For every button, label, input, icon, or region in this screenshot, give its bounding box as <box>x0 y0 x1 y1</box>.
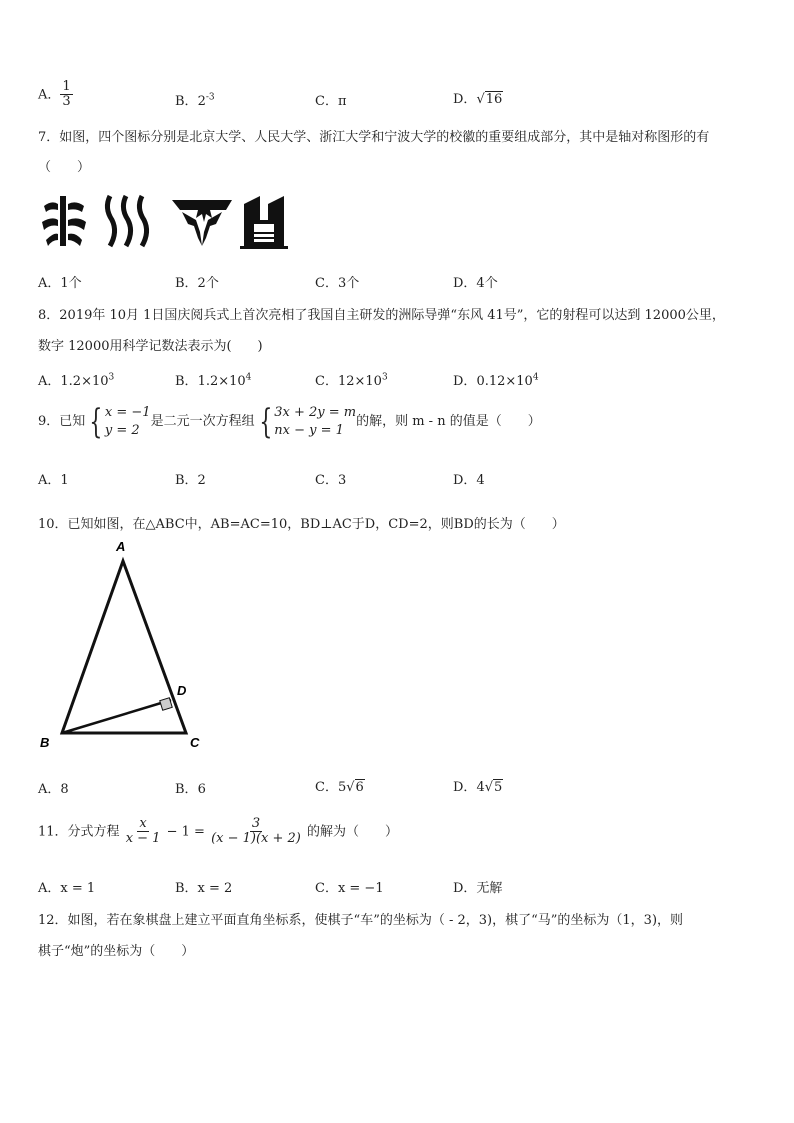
q9-option-d: D．4 <box>453 473 485 488</box>
segment-bd <box>62 700 171 733</box>
q7-paren: （ ） <box>38 160 91 175</box>
q8-option-a: A．$1.2\times 10^3$ <box>38 372 115 389</box>
q7-option-a: A．1个 <box>38 276 82 291</box>
peking-university-logo-icon <box>42 196 86 246</box>
q7-option-c: C．3个 <box>315 276 360 291</box>
q7-logos <box>40 192 290 252</box>
right-angle-marker <box>160 698 172 710</box>
q11-question: 11．分式方程 $\frac{x}{x - 1}$ − 1 = $\frac{3}{(x - 1)(x + 2)}$ 的解为（ ） <box>38 816 399 847</box>
q9-question: 9．已知 { x = −1 y = 2 是二元一次方程组 { 3x + 2y = m nx − y = 1 的解，则 m - n 的值是（ ） <box>38 401 541 442</box>
q7-option-d: D．4个 <box>453 276 498 291</box>
label-d: D <box>177 683 187 698</box>
q10-option-c: C．5√6 <box>315 780 364 795</box>
q12-line1: 12．如图，若在象棋盘上建立平面直角坐标系，使棋子“车”的坐标为（ - 2，3)，棋了“马”的坐标为（1，3)，则 <box>38 913 684 928</box>
zhejiang-university-logo-icon <box>172 200 232 246</box>
q10-question-text: 10．已知如图，在△ABC中，AB=AC=10，BD⊥AC于D，CD=2，则BD的长为（ ） <box>38 517 565 532</box>
q8-option-d: D．$0.12\times 10^4$ <box>453 372 539 389</box>
label-c: C <box>190 735 200 750</box>
renmin-university-logo-icon <box>107 196 146 246</box>
q9-equation-system: { 3x + 2y = m nx − y = 1 <box>258 401 357 442</box>
q10-option-d: D．4√5 <box>453 780 503 795</box>
q8-option-b: B．$1.2\times 10^4$ <box>175 372 252 389</box>
q8-line2: 数字 12000用科学记数法表示为( ) <box>38 339 263 354</box>
q8-line1: 8．2019年 10月 1日国庆阅兵式上首次亮相了我国自主研发的洲际导弹“东风 41号”，它的射程可以达到 12000公里， <box>38 308 725 323</box>
q10-triangle-diagram <box>30 535 220 755</box>
q6-option-b: B．$2^{-3}$ <box>175 92 215 109</box>
q10-option-a: A．8 <box>38 782 69 797</box>
q8-option-c: C．$12\times 10^3$ <box>315 372 388 389</box>
q6-option-a: A． $\frac{1}{3}$ <box>38 79 71 110</box>
label-a: A <box>116 539 126 554</box>
q7-question-text: 7．如图，四个图标分别是北京大学、人民大学、浙江大学和宁波大学的校徽的重要组成部分，其中是轴对称图形的有 <box>38 130 710 145</box>
label-b: B <box>40 735 50 750</box>
q9-solution-system: { x = −1 y = 2 <box>89 401 151 442</box>
q11-option-b: B．x = 2 <box>175 881 233 896</box>
q12-line2: 棋子“炮”的坐标为（ ） <box>38 944 195 959</box>
ningbo-university-logo-icon <box>240 196 288 249</box>
q10-option-b: B．6 <box>175 782 206 797</box>
q11-option-a: A．x = 1 <box>38 881 96 896</box>
q9-option-b: B．2 <box>175 473 206 488</box>
q9-option-c: C．3 <box>315 473 347 488</box>
q6-option-d: D．√16 <box>453 92 503 107</box>
q6-option-c: C．π <box>315 94 347 109</box>
q9-option-a: A．1 <box>38 473 69 488</box>
q7-option-b: B．2个 <box>175 276 219 291</box>
q11-option-d: D．无解 <box>453 881 503 896</box>
q11-option-c: C．x = −1 <box>315 881 384 896</box>
